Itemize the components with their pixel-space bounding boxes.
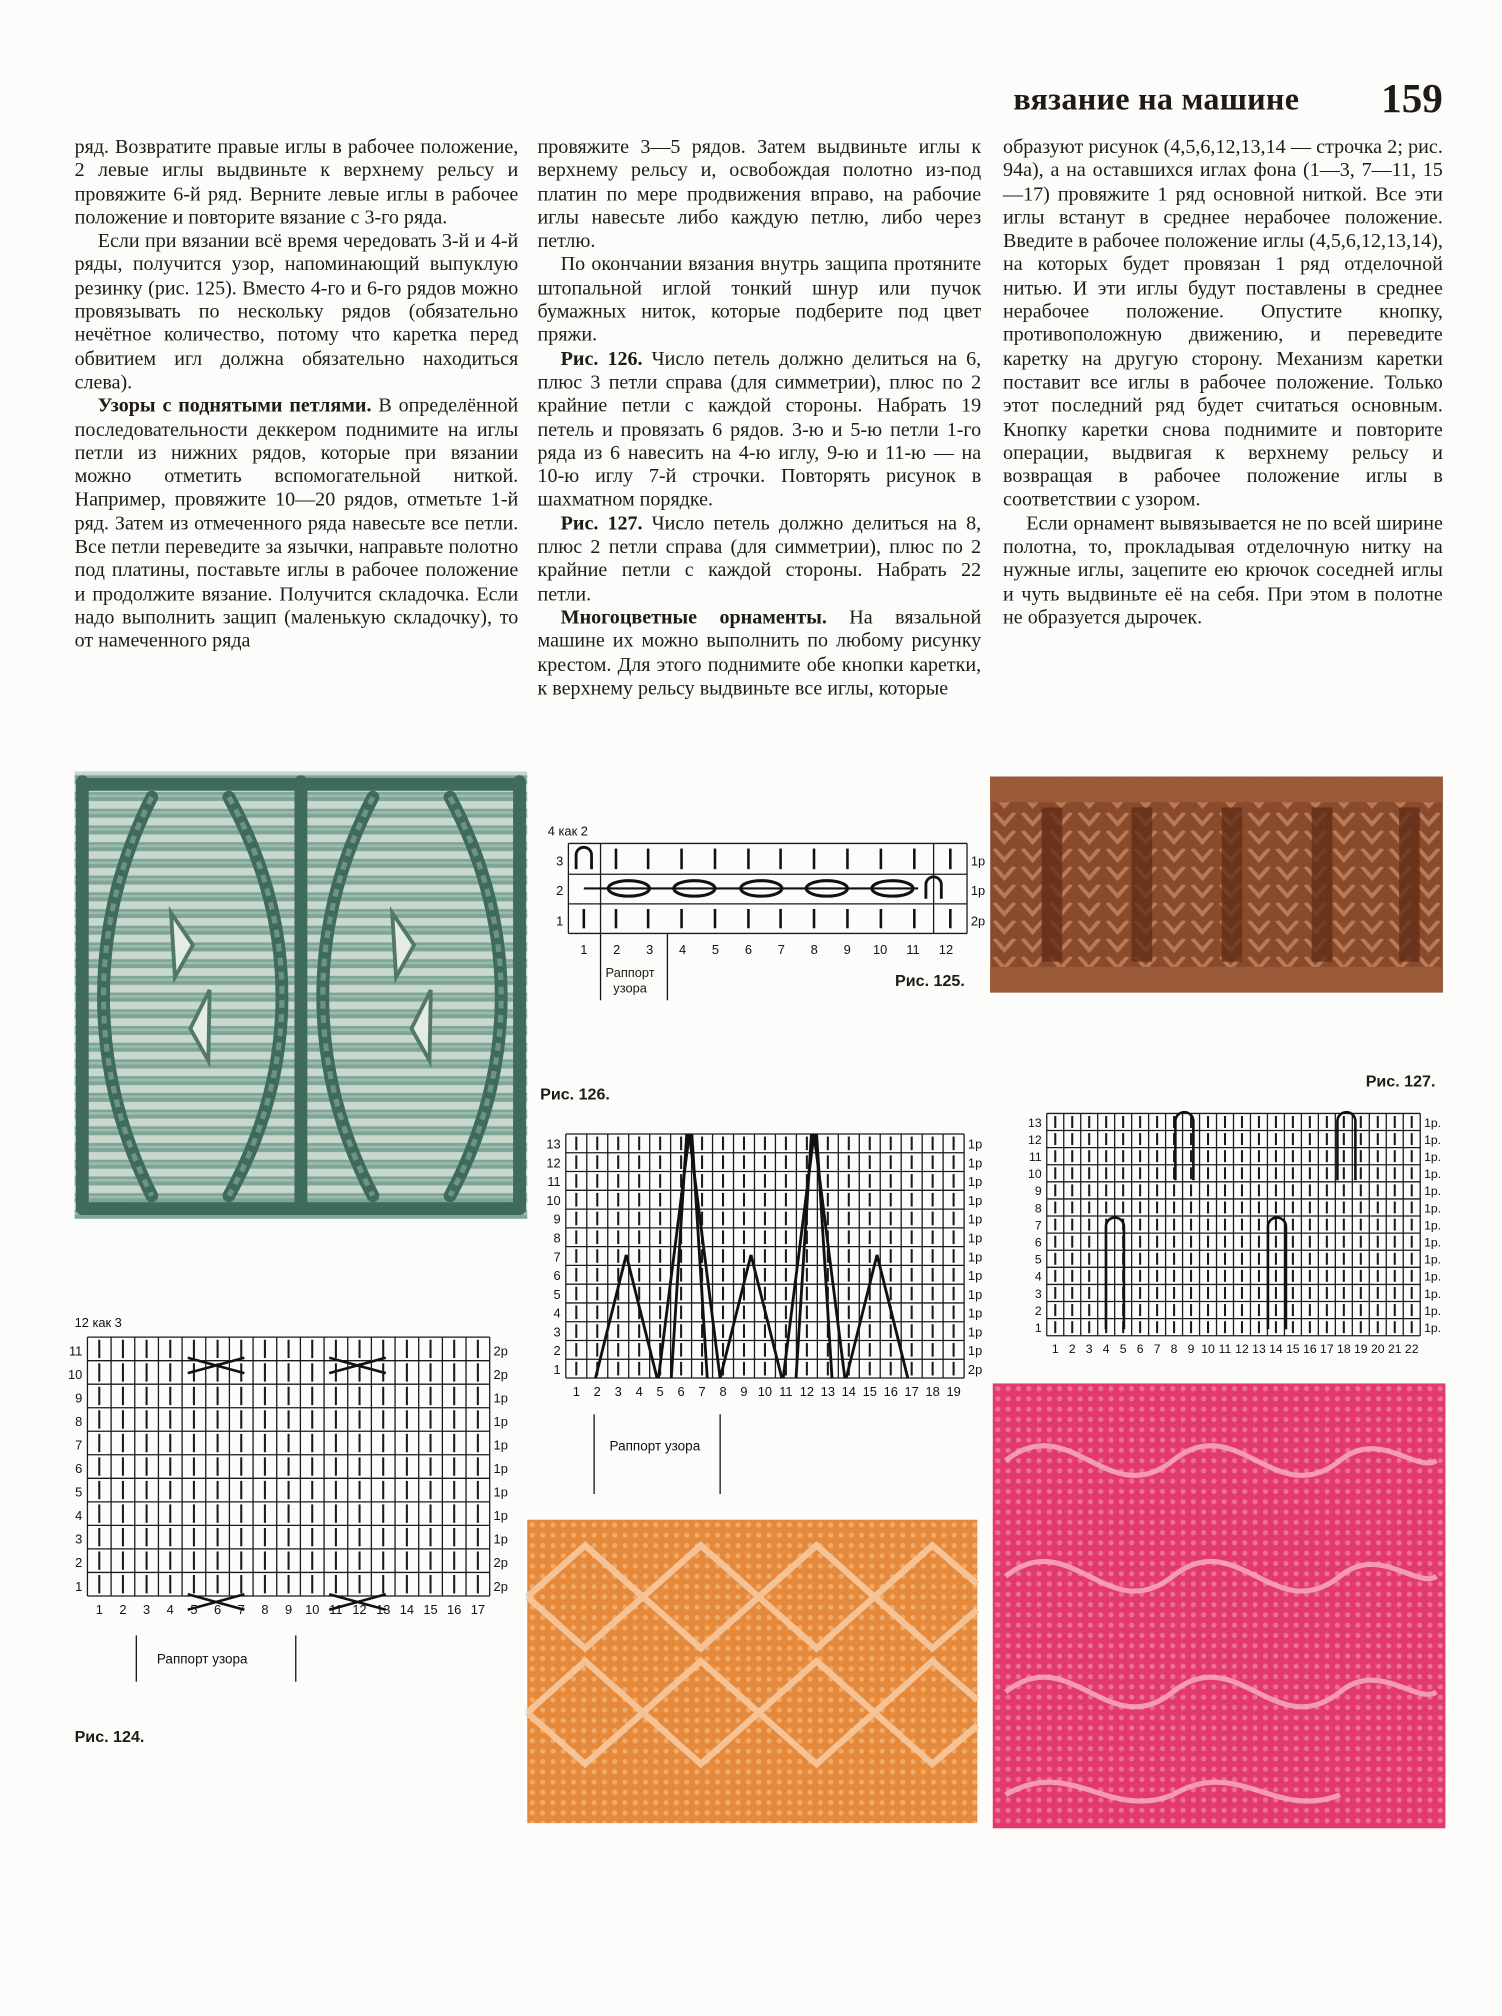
row-number: 10 xyxy=(546,1192,561,1208)
page-number: 159 xyxy=(1381,74,1443,121)
text-column-left xyxy=(75,136,519,654)
column-number: 16 xyxy=(883,1384,898,1400)
row-number: 5 xyxy=(1034,1252,1042,1267)
column-number: 16 xyxy=(1303,1342,1317,1357)
column-number: 15 xyxy=(423,1601,438,1617)
column-number: 20 xyxy=(1370,1342,1385,1357)
row-mark: 1р xyxy=(970,853,986,869)
paragraph xyxy=(1003,136,1443,512)
row-number: 4 xyxy=(553,1305,561,1321)
knit-swatch-photo-fig125 xyxy=(990,777,1443,993)
row-mark: 1р. xyxy=(1424,1218,1442,1233)
row-number: 11 xyxy=(547,1174,561,1190)
row-mark: 1р. xyxy=(1424,1184,1442,1199)
repeat-label-fig125: Раппорт узора xyxy=(605,966,655,997)
row-mark: 1р. xyxy=(1424,1115,1442,1130)
row-number: 12 xyxy=(1028,1132,1042,1147)
caption-fig126: Рис. 126. xyxy=(540,1085,610,1104)
row-number: 3 xyxy=(75,1531,83,1547)
column-number: 6 xyxy=(214,1601,222,1617)
row-mark: 1р. xyxy=(1424,1201,1442,1216)
paragraph xyxy=(75,136,519,230)
chart-note-fig125: 4 как 2 xyxy=(547,823,588,839)
column-number: 21 xyxy=(1387,1342,1402,1357)
row-number: 5 xyxy=(553,1286,561,1302)
paragraph xyxy=(538,513,982,607)
column-number: 11 xyxy=(329,1601,343,1617)
column-number: 7 xyxy=(698,1384,706,1400)
paragraph-text: Число петель должно делиться на 8, плюс 2 петли справа (для симметрии), плюс по 2 крайние петли с каждой стороны. Набрать 22 петли. xyxy=(537,512,982,606)
column-number: 8 xyxy=(261,1601,269,1617)
row-number: 6 xyxy=(553,1268,561,1284)
column-number: 3 xyxy=(1085,1342,1093,1357)
column-number: 5 xyxy=(1119,1342,1127,1357)
column-number: 13 xyxy=(1252,1342,1266,1357)
row-number: 12 xyxy=(546,1155,561,1171)
column-number: 9 xyxy=(1187,1342,1195,1357)
row-mark: 1р xyxy=(967,1343,983,1359)
chart-note-fig124: 12 как 3 xyxy=(74,1314,122,1330)
column-number: 22 xyxy=(1404,1342,1419,1357)
row-mark: 1р. xyxy=(1424,1132,1442,1147)
paragraph xyxy=(538,136,982,254)
caption-fig125: Рис. 125. xyxy=(895,972,965,990)
column-number: 11 xyxy=(779,1384,793,1400)
repeat-label-fig126: Раппорт узора xyxy=(609,1438,701,1454)
row-mark: 1р xyxy=(493,1531,508,1547)
caption-fig127: Рис. 127. xyxy=(1365,1072,1436,1091)
column-number: 17 xyxy=(470,1601,486,1617)
row-mark: 1р xyxy=(493,1437,508,1453)
row-mark: 1р xyxy=(967,1286,983,1302)
row-mark: 1р. xyxy=(1424,1149,1442,1164)
paragraph xyxy=(1003,513,1443,631)
row-mark: 2р xyxy=(493,1343,508,1359)
paragraph-text: Если орнамент вывязывается не по всей ширине полотна, то, прокладывая отделочную нитку на нужные иглы, зацепите ею крючок соседней иглы и чуть выдвиньте её на себя. При этом в полотне не образуется дырочек. xyxy=(1003,512,1443,629)
row-mark: 1р xyxy=(967,1249,983,1265)
row-mark: 1р xyxy=(967,1155,983,1171)
row-number: 2 xyxy=(556,882,564,898)
row-number: 4 xyxy=(1034,1269,1042,1284)
column-number: 8 xyxy=(810,942,818,957)
column-number: 3 xyxy=(143,1601,151,1617)
column-number: 12 xyxy=(1235,1342,1249,1357)
paragraph-lead: Узоры с поднятыми петлями. xyxy=(97,395,372,417)
row-number: 5 xyxy=(75,1484,83,1500)
row-mark: 1р xyxy=(967,1211,983,1227)
row-number: 10 xyxy=(68,1367,83,1383)
row-mark: 1р. xyxy=(1424,1235,1442,1250)
column-number: 14 xyxy=(399,1601,415,1617)
text-column-right xyxy=(1003,136,1443,630)
column-number: 8 xyxy=(1170,1342,1178,1357)
row-number: 6 xyxy=(1034,1235,1042,1250)
text-column-middle xyxy=(538,136,982,701)
column-number: 4 xyxy=(635,1384,643,1400)
row-number: 7 xyxy=(1034,1218,1042,1233)
column-number: 10 xyxy=(872,942,888,957)
column-number: 3 xyxy=(614,1384,622,1400)
column-number: 5 xyxy=(711,942,720,957)
column-number: 11 xyxy=(1218,1342,1232,1357)
column-number: 4 xyxy=(679,942,687,957)
column-number: 6 xyxy=(1136,1342,1144,1357)
row-number: 8 xyxy=(1034,1201,1042,1216)
column-number: 6 xyxy=(677,1384,685,1400)
column-number: 4 xyxy=(1102,1342,1110,1357)
column-number: 19 xyxy=(1354,1342,1368,1357)
row-mark: 1р xyxy=(967,1174,983,1190)
row-number: 2 xyxy=(553,1343,561,1359)
column-number: 9 xyxy=(284,1601,293,1617)
row-mark: 1р xyxy=(967,1305,983,1321)
row-mark: 1р xyxy=(967,1192,983,1208)
column-number: 2 xyxy=(593,1384,601,1400)
column-number: 3 xyxy=(646,942,654,957)
column-number: 11 xyxy=(906,942,920,957)
column-number: 9 xyxy=(740,1384,748,1400)
row-number: 7 xyxy=(75,1437,83,1453)
row-number: 3 xyxy=(553,1324,561,1340)
column-number: 10 xyxy=(305,1601,320,1617)
running-header: вязание на машине xyxy=(1013,82,1300,117)
row-mark: 2р xyxy=(493,1367,508,1383)
paragraph-text: образуют рисунок (4,5,6,12,13,14 — строчка 2; рис. 94а), а на оставшихся иглах фона (1—3, 7—11, 15—17) провяжите 1 ряд основной ниткой. Все эти иглы встанут в среднее нерабочее положение. Введите в рабочее положение иглы (4,5,6,12,13,14), на которых будет провязан 1 ряд отделочной нитью. И эти иглы будут поставлены в среднее нерабочее положение. Опустите кнопку, противоположную движению, и переведите каретку на другую сторону. Механизм каретки поставит все иглы в рабочее положение. Только этот последний ряд будет считаться основным. Кнопку каретки снова поднимите и повторите операции, выдвигая к верхнему рельсу и возвращая в рабочее положение иглы в соответствии с узором. xyxy=(1003,136,1443,512)
row-mark: 1р xyxy=(967,1268,983,1284)
column-number: 7 xyxy=(237,1601,245,1617)
row-number: 8 xyxy=(75,1414,83,1430)
row-mark: 1р xyxy=(493,1484,508,1500)
paragraph-text: ряд. Возвратите правые иглы в рабочее положение, 2 левые иглы выдвиньте к верхнему рельсу и провяжите 6-й ряд. Верните левые иглы в рабочее положение и повторите вязание с 3-го ряда. xyxy=(74,136,519,229)
column-number: 8 xyxy=(719,1384,727,1400)
column-number: 5 xyxy=(190,1601,198,1617)
paragraph-text: Число петель должно делиться на 6, плюс 3 петли справа (для симметрии), плюс по 2 крайние петли с каждой стороны. Набрать 19 петель и провязать 6 рядов. 3-ю и 5-ю петли 1-го ряда из 6 навесить на 4-ю иглу, 9-ю и 11-ю — на 10-ю иглу 7-й строчки. Повторять рисунок в шахматном порядке. xyxy=(537,348,982,512)
chart-fig124 xyxy=(69,1314,511,1689)
paragraph xyxy=(538,607,982,701)
row-mark: 2р xyxy=(967,1361,983,1377)
row-number: 11 xyxy=(1028,1149,1042,1164)
row-number: 1 xyxy=(556,913,564,929)
column-number: 7 xyxy=(1153,1342,1161,1357)
column-number: 17 xyxy=(904,1384,919,1400)
row-mark: 1р xyxy=(967,1324,983,1340)
row-number: 13 xyxy=(546,1136,561,1152)
row-number: 7 xyxy=(553,1249,561,1265)
paragraph xyxy=(75,395,519,654)
column-number: 1 xyxy=(1051,1342,1059,1357)
row-number: 1 xyxy=(75,1578,83,1594)
row-number: 10 xyxy=(1028,1167,1042,1182)
column-number: 13 xyxy=(820,1384,835,1400)
row-number: 3 xyxy=(556,853,564,869)
row-mark: 1р xyxy=(967,1230,983,1246)
column-number: 12 xyxy=(352,1601,367,1617)
paragraph-text: По окончании вязания внутрь защипа протяните штопальной иглой тонкий шнур или пучок бумажных ниток, которые подберите под цвет пряжи. xyxy=(537,253,982,347)
row-number: 6 xyxy=(75,1461,83,1477)
paragraph-text: На вязальной машине их можно выполнить по любому рисунку крестом. Для этого поднимите обе кнопки каретки, к верхнему рельсу выдвиньте все иглы, которые xyxy=(537,606,982,700)
knit-swatch-photo-fig124 xyxy=(75,771,528,1218)
row-mark: 1р xyxy=(493,1390,508,1406)
column-number: 1 xyxy=(580,942,588,957)
column-number: 2 xyxy=(613,942,621,957)
column-number: 9 xyxy=(843,942,851,957)
row-number: 1 xyxy=(553,1361,561,1377)
row-number: 1 xyxy=(1034,1320,1042,1335)
knit-swatch-photo-fig127 xyxy=(993,1383,1446,1828)
column-number: 18 xyxy=(925,1384,940,1400)
row-mark: 1р xyxy=(493,1508,508,1524)
column-number: 2 xyxy=(1068,1342,1076,1357)
row-number: 2 xyxy=(75,1555,83,1571)
column-number: 15 xyxy=(862,1384,877,1400)
row-mark: 1р. xyxy=(1424,1269,1442,1284)
column-number: 7 xyxy=(777,942,785,957)
column-number: 10 xyxy=(757,1384,773,1400)
paragraph xyxy=(538,348,982,513)
column-number: 14 xyxy=(1269,1342,1283,1357)
column-number: 14 xyxy=(841,1384,856,1400)
row-mark: 1р. xyxy=(1424,1320,1442,1335)
column-number: 12 xyxy=(799,1384,815,1400)
row-number: 11 xyxy=(68,1343,83,1359)
paragraph-text: В определённой последовательности деккером поднимите на иглы петли из нижних рядов, которые при вязании можно отметить вспомогательной ниткой. Например, провяжите 10—20 рядов, отметьте 1-й ряд. Затем из отмеченного ряда навесьте все петли. Все петли переведите за язычки, направьте полотно под платины, поставьте иглы в рабочее положение и продолжите вязание. Получится складочка. Если надо выполнить защип (маленькую складочку), то от намеченного ряда xyxy=(74,395,519,653)
column-number: 1 xyxy=(572,1384,580,1400)
column-number: 5 xyxy=(656,1384,664,1400)
caption-fig124: Рис. 124. xyxy=(74,1728,145,1746)
column-number: 13 xyxy=(376,1601,391,1617)
column-number: 1 xyxy=(95,1601,103,1617)
row-number: 2 xyxy=(1034,1303,1042,1318)
row-mark: 1р. xyxy=(1424,1167,1442,1182)
column-number: 12 xyxy=(938,942,954,957)
row-number: 13 xyxy=(1028,1115,1042,1130)
row-mark: 1р. xyxy=(1424,1252,1442,1267)
paragraph-lead: Рис. 127. xyxy=(560,512,643,535)
row-mark: 2р xyxy=(493,1578,508,1594)
row-mark: 2р xyxy=(970,913,986,929)
column-number: 19 xyxy=(946,1384,961,1400)
row-mark: 2р xyxy=(493,1555,508,1571)
row-number: 8 xyxy=(553,1230,561,1246)
paragraph-text: провяжите 3—5 рядов. Затем выдвиньте иглы к верхнему рельсу и, освобождая полотно из-под платин по мере продвижения вправо, на рабочие иглы навесьте либо каждую петлю, либо через петлю. xyxy=(537,136,982,253)
row-mark: 1р xyxy=(970,882,986,898)
column-number: 2 xyxy=(119,1601,127,1617)
row-mark: 1р xyxy=(493,1414,508,1430)
column-number: 10 xyxy=(1201,1342,1215,1357)
chart-fig126 xyxy=(530,1126,988,1499)
paragraph-lead: Рис. 126. xyxy=(560,348,643,370)
column-number: 4 xyxy=(166,1601,174,1617)
row-number: 4 xyxy=(75,1508,83,1524)
row-mark: 1р xyxy=(493,1461,508,1477)
column-number: 6 xyxy=(744,942,753,957)
paragraph xyxy=(75,230,519,395)
row-mark: 1р xyxy=(967,1136,983,1152)
column-number: 15 xyxy=(1286,1342,1300,1357)
column-number: 17 xyxy=(1320,1342,1334,1357)
row-number: 9 xyxy=(75,1390,83,1406)
row-mark: 1р. xyxy=(1424,1286,1442,1301)
paragraph-text: Если при вязании всё время чередовать 3-й и 4-й ряды, получится узор, напоминающий выпуклую резинку (рис. 125). Вместо 4-го и 6-го рядов можно провязывать по нескольку рядов (обязательно нечётное количество, потому что каретка перед обвитием игл должна обязательно находиться слева). xyxy=(74,230,519,394)
row-number: 3 xyxy=(1034,1286,1042,1301)
chart-fig127 xyxy=(1011,1108,1456,1365)
row-number: 9 xyxy=(553,1211,561,1227)
paragraph xyxy=(538,254,982,348)
repeat-label-fig124: Раппорт узора xyxy=(156,1651,248,1667)
paragraph-lead: Многоцветные орнаменты. xyxy=(560,606,827,629)
column-number: 18 xyxy=(1337,1342,1351,1357)
column-number: 16 xyxy=(447,1601,462,1617)
row-number: 9 xyxy=(1034,1184,1042,1199)
row-mark: 1р. xyxy=(1424,1303,1442,1318)
knit-swatch-photo-fig126 xyxy=(527,1520,977,1823)
